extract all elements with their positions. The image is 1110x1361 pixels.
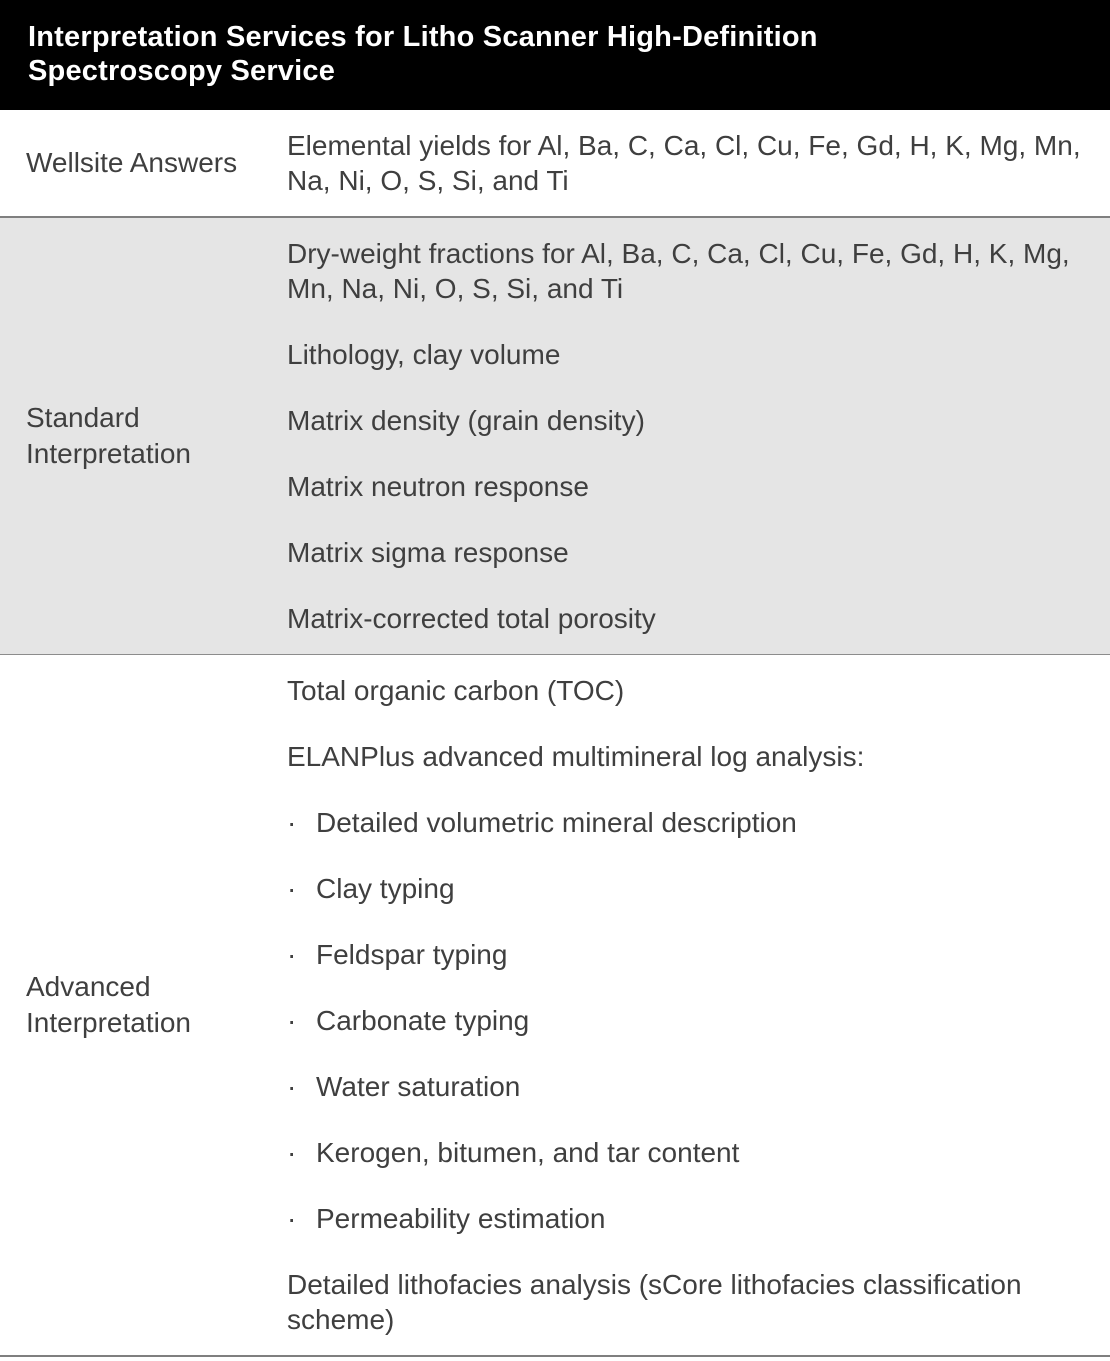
row-label: Advanced Interpretation [26,971,191,1038]
content-item: ELANPlus advanced multimineral log analysis: [287,741,865,772]
table-title: Interpretation Services for Litho Scanner High-Definition Spectroscopy Service [28,21,818,87]
table-rows [0,110,1110,1355]
bullet-dot-icon: · [287,807,297,838]
row-content [262,236,1110,636]
bullet-dot-icon: · [287,1005,297,1036]
bullet-text: Water saturation [316,1071,521,1102]
bullet-item [287,1003,1085,1038]
bullet-dot-icon: · [287,873,297,904]
bullet-item [287,871,1085,906]
content-item: Dry-weight fractions for Al, Ba, C, Ca, Cl, Cu, Fe, Gd, H, K, Mg, Mn, Na, Ni, O, S, Si, and Ti [287,238,1070,304]
row-content [262,128,1110,198]
bullet-dot-icon: · [287,1071,297,1102]
content-item: Matrix sigma response [287,537,569,568]
content-item: Matrix-corrected total porosity [287,603,656,634]
bullet-text: Detailed volumetric mineral description [316,807,797,838]
content-item: Lithology, clay volume [287,339,561,370]
bullet-item [287,1201,1085,1236]
bullet-dot-icon: · [287,939,297,970]
content-item: Matrix density (grain density) [287,405,645,436]
table-row [0,655,1110,1355]
bullet-dot-icon: · [287,1137,297,1168]
table-header [0,0,1110,110]
bullet-item [287,1069,1085,1104]
bullet-item [287,805,1085,840]
bullet-text: Clay typing [316,873,455,904]
bullet-item [287,937,1085,972]
bullet-text: Permeability estimation [316,1203,606,1234]
bullet-text: Carbonate typing [316,1005,530,1036]
content-item: Detailed lithofacies analysis (sCore lithofacies classification scheme) [287,1269,1022,1335]
bullet-item [287,1135,1085,1170]
content-item: Elemental yields for Al, Ba, C, Ca, Cl, Cu, Fe, Gd, H, K, Mg, Mn, Na, Ni, O, S, Si, and Ti [287,130,1081,196]
bullet-text: Kerogen, bitumen, and tar content [316,1137,740,1168]
table-row [0,110,1110,218]
row-content [262,673,1110,1337]
content-item: Total organic carbon (TOC) [287,675,625,706]
row-label: Wellsite Answers [26,147,238,178]
content-item: Matrix neutron response [287,471,589,502]
bullet-text: Feldspar typing [316,939,508,970]
table-row [0,218,1110,655]
row-label: Standard Interpretation [26,402,191,469]
bullet-dot-icon: · [287,1203,297,1234]
